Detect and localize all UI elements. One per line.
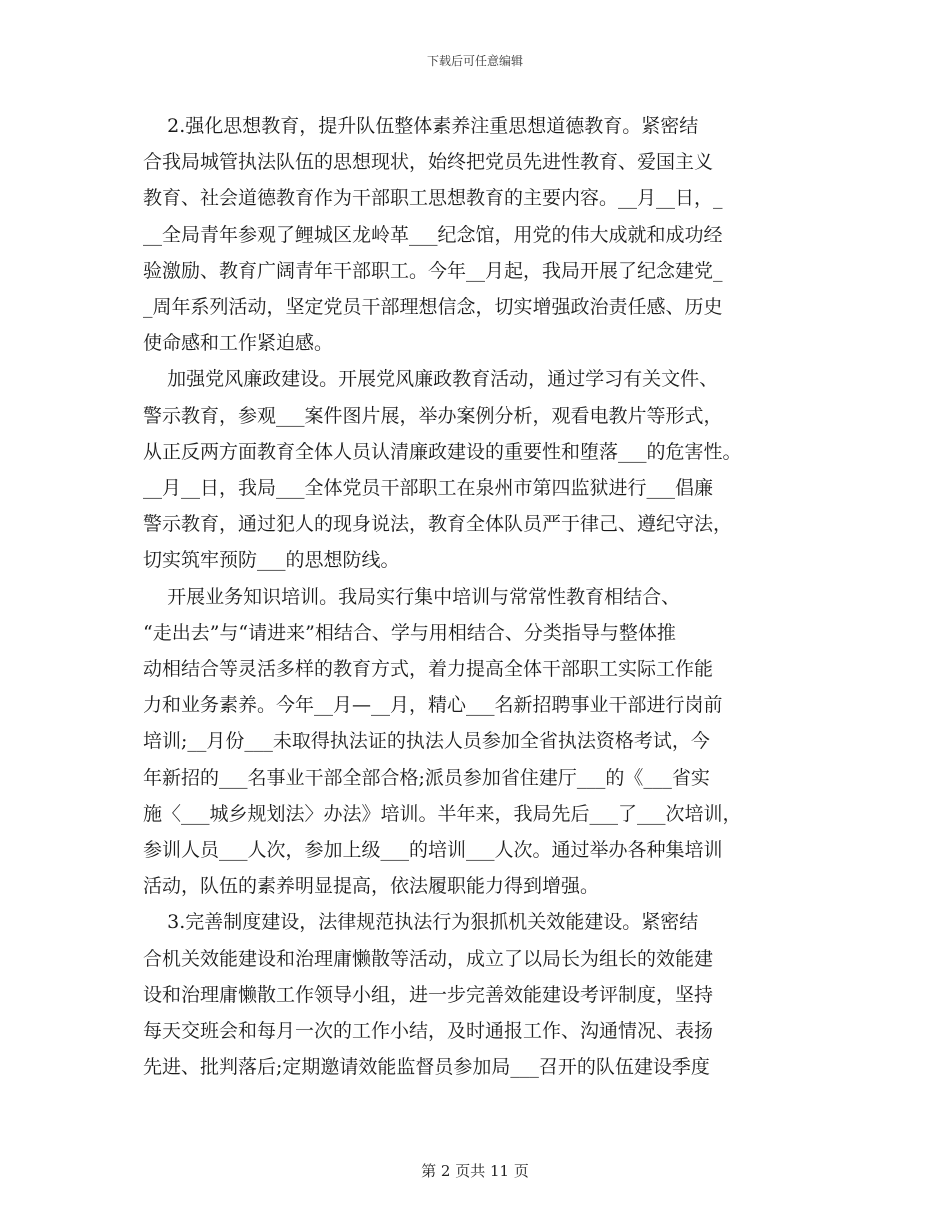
text-line: 年新招的___名事业干部全部合格;派员参加省住建厅___的《___省实: [143, 766, 710, 789]
paragraph-ideological-education: [143, 108, 813, 361]
text-line: 设和治理庸懒散工作领导小组，进一步完善效能建设考评制度，坚持: [143, 983, 714, 1006]
text-line: 培训;__月份___未取得执法证的执法人员参加全省执法资格考试，今: [143, 730, 710, 753]
text-line: 从正反两方面教育全体人员认清廉政建设的重要性和堕落___的危害性。: [143, 440, 742, 463]
text-line: 开展业务知识培训。我局实行集中培训与常常性教育相结合、: [143, 585, 681, 608]
text-line: __月__日，我局___全体党员干部职工在泉州市第四监狱进行___倡廉: [143, 477, 714, 500]
text-line: 施〈___城乡规划法〉办法》培训。半年来，我局先后___了___次培训，: [143, 802, 742, 825]
page-header: 下载后可任意编辑: [426, 54, 523, 68]
text-line: 使命感和工作紧迫感。: [143, 332, 334, 355]
text-line: 切实筑牢预防___的思想防线。: [143, 549, 400, 572]
text-line: “走出去”与“请进来”相结合、学与用相结合、分类指导与整体推: [143, 621, 676, 644]
text-line: 加强党风廉政建设。开展党风廉政教育活动，通过学习有关文件、: [143, 368, 719, 391]
text-line: 2.强化思想教育，提升队伍整体素养注重思想道德教育。紧密结: [143, 115, 699, 137]
text-line: 警示教育，参观___案件图片展，举办案例分析，观看电教片等形式，: [143, 404, 723, 427]
page-number: 第 2 页共 11 页: [421, 1162, 529, 1180]
text-line: 警示教育，通过犯人的现身说法，教育全体队员严于律己、遵纪守法，: [143, 513, 733, 536]
text-line: 每天交班会和每月一次的工作小结，及时通报工作、沟通情况、表扬: [143, 1020, 714, 1043]
text-line: 3.完善制度建设，法律规范执法行为狠抓机关效能建设。紧密结: [143, 911, 699, 934]
paragraph-system-building: [143, 904, 813, 1085]
text-line: _周年系列活动，坚定党员干部理想信念，切实增强政治责任感、历史: [143, 296, 723, 319]
text-line: __全局青年参观了鲤城区龙岭革___纪念馆，用党的伟大成就和成功经: [143, 223, 723, 246]
text-line: 动相结合等灵活多样的教育方式，着力提高全体干部职工实际工作能: [143, 658, 714, 681]
text-line: 力和业务素养。今年__月—__月，精心___名新招聘事业干部进行岗前: [143, 694, 723, 717]
paragraph-party-integrity: [143, 361, 813, 578]
text-line: 活动，队伍的素养明显提高，依法履职能力得到增强。: [143, 875, 600, 898]
text-line: 参训人员___人次，参加上级___的培训___人次。通过举办各种集培训: [143, 839, 723, 862]
text-line: 合机关效能建设和治理庸懒散等活动，成立了以局长为组长的效能建: [143, 947, 714, 970]
document-body: [143, 108, 813, 1085]
text-line: 验激励、教育广阔青年干部职工。今年__月起，我局开展了纪念建党_: [143, 259, 723, 282]
text-line: 教育、社会道德教育作为干部职工思想教育的主要内容。__月__日，_: [143, 187, 723, 210]
text-line: 先进、批判落后;定期邀请效能监督员参加局___召开的队伍建设季度: [143, 1056, 710, 1079]
text-line: 合我局城管执法队伍的思想现状，始终把党员先进性教育、爱国主义: [143, 151, 714, 174]
paragraph-business-training: [143, 579, 813, 905]
